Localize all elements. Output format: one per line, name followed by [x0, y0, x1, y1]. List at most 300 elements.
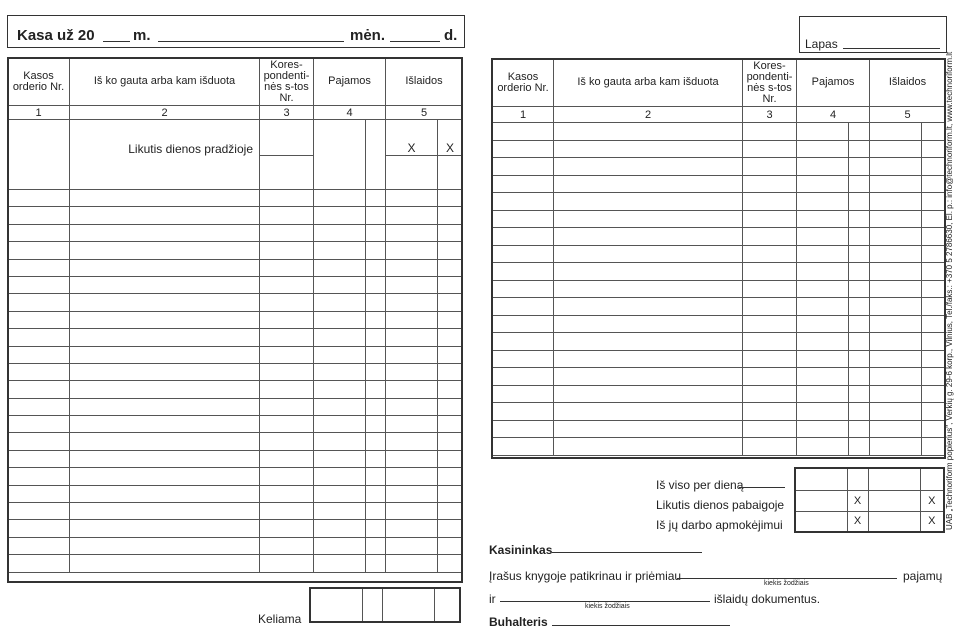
table-cell[interactable]	[743, 385, 797, 403]
table-cell[interactable]	[493, 263, 554, 281]
table-cell[interactable]	[554, 333, 743, 351]
table-cell[interactable]	[849, 280, 870, 298]
table-cell[interactable]	[8, 329, 70, 346]
table-cell[interactable]	[743, 140, 797, 158]
table-cell[interactable]	[70, 224, 260, 241]
table-cell[interactable]	[554, 315, 743, 333]
table-cell[interactable]	[922, 385, 946, 403]
table-cell[interactable]	[438, 156, 463, 190]
table-cell[interactable]	[849, 315, 870, 333]
table-cell[interactable]	[554, 193, 743, 211]
table-cell[interactable]	[260, 120, 314, 156]
table-cell[interactable]	[554, 245, 743, 263]
table-cell[interactable]	[922, 298, 946, 316]
table-cell[interactable]	[70, 468, 260, 485]
table-cell[interactable]	[870, 420, 922, 438]
table-cell[interactable]	[70, 520, 260, 537]
table-cell[interactable]	[386, 190, 438, 207]
table-cell[interactable]	[386, 520, 438, 537]
table-cell[interactable]	[8, 190, 70, 207]
table-cell[interactable]	[366, 520, 386, 537]
table-cell[interactable]	[797, 280, 849, 298]
table-cell[interactable]	[386, 468, 438, 485]
table-cell[interactable]	[70, 242, 260, 259]
table-cell[interactable]	[493, 315, 554, 333]
table-cell[interactable]	[870, 123, 922, 141]
table-cell[interactable]	[797, 158, 849, 176]
table-cell[interactable]	[314, 259, 366, 276]
table-cell[interactable]	[797, 333, 849, 351]
table-cell[interactable]	[386, 311, 438, 328]
table-cell[interactable]	[438, 398, 463, 415]
table-cell[interactable]	[366, 555, 386, 572]
table-cell[interactable]	[438, 381, 463, 398]
table-cell[interactable]	[554, 420, 743, 438]
table-cell[interactable]	[922, 438, 946, 456]
table-cell[interactable]	[260, 537, 314, 554]
table-cell[interactable]	[554, 140, 743, 158]
table-cell[interactable]	[260, 190, 314, 207]
table-cell[interactable]	[849, 368, 870, 386]
table-cell[interactable]	[314, 398, 366, 415]
table-cell[interactable]	[366, 468, 386, 485]
table-cell[interactable]	[922, 368, 946, 386]
table-cell[interactable]	[849, 210, 870, 228]
table-cell[interactable]	[554, 280, 743, 298]
table-cell[interactable]	[870, 298, 922, 316]
table-cell[interactable]	[743, 193, 797, 211]
table-cell[interactable]	[743, 210, 797, 228]
table-cell[interactable]	[386, 450, 438, 467]
table-cell[interactable]	[314, 485, 366, 502]
table-cell[interactable]	[366, 190, 386, 207]
table-cell[interactable]	[438, 329, 463, 346]
carried-expense-cents-box[interactable]	[434, 588, 460, 622]
table-cell[interactable]	[70, 416, 260, 433]
table-cell[interactable]	[386, 537, 438, 554]
table-cell[interactable]	[493, 158, 554, 176]
table-cell[interactable]	[70, 294, 260, 311]
table-cell[interactable]	[849, 175, 870, 193]
table-cell[interactable]	[260, 259, 314, 276]
table-cell[interactable]	[797, 193, 849, 211]
table-cell[interactable]	[260, 156, 314, 190]
table-cell[interactable]	[849, 403, 870, 421]
table-cell[interactable]	[870, 228, 922, 246]
table-cell[interactable]	[870, 263, 922, 281]
table-cell[interactable]	[386, 294, 438, 311]
table-cell[interactable]	[797, 385, 849, 403]
table-cell[interactable]	[438, 311, 463, 328]
table-cell[interactable]	[386, 416, 438, 433]
table-cell[interactable]	[260, 450, 314, 467]
table-cell[interactable]	[795, 468, 847, 490]
table-cell[interactable]	[849, 245, 870, 263]
table-cell[interactable]	[260, 520, 314, 537]
table-cell[interactable]	[870, 333, 922, 351]
table-cell[interactable]	[849, 263, 870, 281]
table-cell[interactable]	[70, 363, 260, 380]
carried-income-box[interactable]	[310, 588, 362, 622]
table-cell[interactable]	[493, 298, 554, 316]
table-cell[interactable]	[260, 329, 314, 346]
table-cell[interactable]	[743, 263, 797, 281]
table-cell[interactable]	[870, 245, 922, 263]
table-cell[interactable]	[870, 350, 922, 368]
table-cell[interactable]	[70, 433, 260, 450]
table-cell[interactable]	[438, 450, 463, 467]
table-cell[interactable]	[8, 120, 70, 190]
table-cell[interactable]	[314, 416, 366, 433]
table-cell[interactable]	[922, 210, 946, 228]
table-cell[interactable]	[849, 350, 870, 368]
table-cell[interactable]	[386, 485, 438, 502]
table-cell[interactable]	[314, 190, 366, 207]
table-cell[interactable]	[8, 450, 70, 467]
income-in-words-line[interactable]	[677, 578, 897, 579]
table-cell[interactable]	[314, 381, 366, 398]
table-cell[interactable]	[386, 555, 438, 572]
table-cell[interactable]	[554, 123, 743, 141]
carried-expense-box[interactable]	[382, 588, 434, 622]
month-blank[interactable]	[158, 41, 344, 42]
table-cell[interactable]	[438, 555, 463, 572]
table-cell[interactable]	[554, 403, 743, 421]
table-cell[interactable]	[797, 350, 849, 368]
table-cell[interactable]	[70, 311, 260, 328]
table-cell[interactable]	[260, 224, 314, 241]
table-cell[interactable]	[493, 385, 554, 403]
table-cell[interactable]	[260, 311, 314, 328]
table-cell[interactable]	[743, 280, 797, 298]
table-cell[interactable]	[554, 263, 743, 281]
table-cell[interactable]	[8, 276, 70, 293]
table-cell[interactable]	[386, 346, 438, 363]
table-cell[interactable]	[797, 420, 849, 438]
table-cell[interactable]	[743, 333, 797, 351]
table-cell[interactable]	[366, 381, 386, 398]
table-cell[interactable]	[70, 276, 260, 293]
table-cell[interactable]	[70, 207, 260, 224]
table-cell[interactable]	[493, 403, 554, 421]
table-cell[interactable]	[386, 156, 438, 190]
table-cell[interactable]	[922, 175, 946, 193]
table-cell[interactable]	[797, 228, 849, 246]
table-cell[interactable]	[493, 333, 554, 351]
table-cell[interactable]	[849, 333, 870, 351]
table-cell[interactable]	[922, 280, 946, 298]
table-cell[interactable]	[870, 385, 922, 403]
table-cell[interactable]	[8, 520, 70, 537]
table-cell[interactable]	[797, 140, 849, 158]
table-cell[interactable]	[920, 468, 944, 490]
table-cell[interactable]	[493, 210, 554, 228]
table-cell[interactable]	[260, 503, 314, 520]
table-cell[interactable]	[493, 368, 554, 386]
table-cell[interactable]	[922, 158, 946, 176]
table-cell[interactable]	[366, 329, 386, 346]
table-cell[interactable]	[438, 207, 463, 224]
table-cell[interactable]	[314, 363, 366, 380]
total-per-day-blank[interactable]	[739, 487, 785, 488]
table-cell[interactable]	[438, 468, 463, 485]
table-cell[interactable]	[366, 485, 386, 502]
table-cell[interactable]	[493, 193, 554, 211]
table-cell[interactable]	[493, 140, 554, 158]
table-cell[interactable]	[797, 263, 849, 281]
table-cell[interactable]	[554, 350, 743, 368]
table-cell[interactable]	[797, 368, 849, 386]
year-blank[interactable]	[103, 41, 130, 42]
table-cell[interactable]	[314, 433, 366, 450]
table-cell[interactable]	[366, 416, 386, 433]
table-cell[interactable]	[743, 245, 797, 263]
table-cell[interactable]	[366, 259, 386, 276]
table-cell[interactable]	[314, 224, 366, 241]
table-cell[interactable]	[8, 363, 70, 380]
table-cell[interactable]	[70, 485, 260, 502]
table-cell[interactable]	[366, 242, 386, 259]
table-cell[interactable]	[366, 120, 386, 190]
table-cell[interactable]	[849, 420, 870, 438]
table-cell[interactable]	[870, 368, 922, 386]
table-cell[interactable]	[438, 433, 463, 450]
table-cell[interactable]	[260, 433, 314, 450]
table-cell[interactable]	[922, 228, 946, 246]
table-cell[interactable]	[70, 398, 260, 415]
table-cell[interactable]	[438, 276, 463, 293]
table-cell[interactable]	[8, 398, 70, 415]
table-cell[interactable]	[314, 207, 366, 224]
table-cell[interactable]	[870, 315, 922, 333]
table-cell[interactable]	[70, 381, 260, 398]
table-cell[interactable]	[8, 311, 70, 328]
table-cell[interactable]	[847, 468, 868, 490]
table-cell[interactable]	[8, 224, 70, 241]
table-cell[interactable]	[366, 346, 386, 363]
table-cell[interactable]	[386, 329, 438, 346]
table-cell[interactable]	[493, 350, 554, 368]
table-cell[interactable]	[70, 259, 260, 276]
table-cell[interactable]	[366, 450, 386, 467]
table-cell[interactable]	[260, 242, 314, 259]
table-cell[interactable]	[743, 298, 797, 316]
table-cell[interactable]	[797, 210, 849, 228]
table-cell[interactable]	[554, 438, 743, 456]
table-cell[interactable]	[8, 346, 70, 363]
table-cell[interactable]	[70, 346, 260, 363]
table-cell[interactable]	[70, 329, 260, 346]
table-cell[interactable]	[870, 280, 922, 298]
table-cell[interactable]	[386, 259, 438, 276]
table-cell[interactable]	[438, 363, 463, 380]
table-cell[interactable]	[743, 420, 797, 438]
table-cell[interactable]	[260, 207, 314, 224]
table-cell[interactable]	[743, 228, 797, 246]
table-cell[interactable]	[314, 311, 366, 328]
table-cell[interactable]	[314, 346, 366, 363]
table-cell[interactable]	[386, 503, 438, 520]
table-cell[interactable]	[260, 363, 314, 380]
table-cell[interactable]	[260, 294, 314, 311]
table-cell[interactable]	[743, 368, 797, 386]
table-cell[interactable]	[554, 158, 743, 176]
table-cell[interactable]	[386, 224, 438, 241]
table-cell[interactable]	[8, 207, 70, 224]
table-cell[interactable]	[870, 140, 922, 158]
table-cell[interactable]	[366, 207, 386, 224]
table-cell[interactable]	[366, 537, 386, 554]
table-cell[interactable]	[8, 416, 70, 433]
accountant-signature-line[interactable]	[552, 625, 730, 626]
table-cell[interactable]	[870, 158, 922, 176]
table-cell[interactable]	[554, 368, 743, 386]
table-cell[interactable]	[8, 381, 70, 398]
table-cell[interactable]	[8, 485, 70, 502]
table-cell[interactable]	[868, 468, 920, 490]
table-cell[interactable]	[260, 555, 314, 572]
table-cell[interactable]	[314, 555, 366, 572]
table-cell[interactable]	[438, 346, 463, 363]
table-cell[interactable]	[797, 175, 849, 193]
table-cell[interactable]	[493, 228, 554, 246]
table-cell[interactable]	[870, 438, 922, 456]
table-cell[interactable]	[438, 416, 463, 433]
table-cell[interactable]	[922, 193, 946, 211]
table-cell[interactable]	[386, 207, 438, 224]
table-cell[interactable]	[922, 245, 946, 263]
table-cell[interactable]	[386, 242, 438, 259]
table-cell[interactable]	[70, 537, 260, 554]
table-cell[interactable]	[386, 276, 438, 293]
table-cell[interactable]	[8, 555, 70, 572]
table-cell[interactable]	[366, 363, 386, 380]
table-cell[interactable]	[8, 468, 70, 485]
table-cell[interactable]	[260, 346, 314, 363]
table-cell[interactable]	[922, 315, 946, 333]
table-cell[interactable]	[797, 403, 849, 421]
table-cell[interactable]	[849, 438, 870, 456]
table-cell[interactable]	[849, 158, 870, 176]
table-cell[interactable]	[314, 520, 366, 537]
table-cell[interactable]	[438, 190, 463, 207]
table-cell[interactable]	[868, 511, 920, 532]
table-cell[interactable]	[438, 520, 463, 537]
sheet-number-blank[interactable]	[843, 48, 940, 49]
table-cell[interactable]	[493, 245, 554, 263]
table-cell[interactable]	[795, 490, 847, 511]
table-cell[interactable]	[260, 416, 314, 433]
table-cell[interactable]	[366, 503, 386, 520]
table-cell[interactable]	[438, 259, 463, 276]
table-cell[interactable]	[260, 398, 314, 415]
table-cell[interactable]	[438, 224, 463, 241]
table-cell[interactable]	[743, 350, 797, 368]
carried-income-cents-box[interactable]	[362, 588, 382, 622]
table-cell[interactable]	[743, 315, 797, 333]
table-cell[interactable]	[797, 315, 849, 333]
table-cell[interactable]	[922, 263, 946, 281]
table-cell[interactable]	[868, 490, 920, 511]
table-cell[interactable]	[8, 242, 70, 259]
table-cell[interactable]	[314, 503, 366, 520]
table-cell[interactable]	[366, 311, 386, 328]
table-cell[interactable]	[554, 228, 743, 246]
table-cell[interactable]	[870, 193, 922, 211]
table-cell[interactable]	[493, 438, 554, 456]
table-cell[interactable]	[493, 175, 554, 193]
table-cell[interactable]	[849, 385, 870, 403]
table-cell[interactable]	[8, 294, 70, 311]
table-cell[interactable]	[386, 363, 438, 380]
table-cell[interactable]	[870, 175, 922, 193]
table-cell[interactable]	[260, 381, 314, 398]
table-cell[interactable]	[743, 123, 797, 141]
table-cell[interactable]	[849, 193, 870, 211]
table-cell[interactable]	[314, 537, 366, 554]
day-blank[interactable]	[390, 41, 440, 42]
table-cell[interactable]	[493, 280, 554, 298]
table-cell[interactable]	[260, 276, 314, 293]
table-cell[interactable]	[260, 485, 314, 502]
table-cell[interactable]	[260, 468, 314, 485]
table-cell[interactable]	[795, 511, 847, 532]
expense-in-words-line[interactable]	[500, 601, 710, 602]
table-cell[interactable]	[314, 329, 366, 346]
table-cell[interactable]	[8, 537, 70, 554]
table-cell[interactable]	[8, 259, 70, 276]
table-cell[interactable]	[314, 242, 366, 259]
table-cell[interactable]	[493, 123, 554, 141]
table-cell[interactable]	[797, 438, 849, 456]
table-cell[interactable]	[366, 398, 386, 415]
table-cell[interactable]	[922, 333, 946, 351]
table-cell[interactable]	[554, 385, 743, 403]
table-cell[interactable]	[366, 276, 386, 293]
table-cell[interactable]	[922, 350, 946, 368]
table-cell[interactable]	[386, 398, 438, 415]
table-cell[interactable]	[314, 120, 366, 190]
table-cell[interactable]	[366, 224, 386, 241]
table-cell[interactable]	[870, 210, 922, 228]
table-cell[interactable]	[438, 537, 463, 554]
table-cell[interactable]	[386, 381, 438, 398]
table-cell[interactable]	[554, 298, 743, 316]
table-cell[interactable]	[922, 123, 946, 141]
table-cell[interactable]	[554, 175, 743, 193]
table-cell[interactable]	[366, 433, 386, 450]
table-cell[interactable]	[70, 450, 260, 467]
table-cell[interactable]	[314, 468, 366, 485]
table-cell[interactable]	[70, 555, 260, 572]
table-cell[interactable]	[743, 438, 797, 456]
table-cell[interactable]	[849, 298, 870, 316]
table-cell[interactable]	[849, 123, 870, 141]
table-cell[interactable]	[743, 175, 797, 193]
table-cell[interactable]	[438, 242, 463, 259]
table-cell[interactable]	[438, 485, 463, 502]
table-cell[interactable]	[386, 433, 438, 450]
table-cell[interactable]	[314, 450, 366, 467]
table-cell[interactable]	[366, 294, 386, 311]
table-cell[interactable]	[8, 503, 70, 520]
table-cell[interactable]	[797, 123, 849, 141]
table-cell[interactable]	[797, 245, 849, 263]
table-cell[interactable]	[314, 294, 366, 311]
table-cell[interactable]	[314, 276, 366, 293]
table-cell[interactable]	[493, 420, 554, 438]
table-cell[interactable]	[797, 298, 849, 316]
